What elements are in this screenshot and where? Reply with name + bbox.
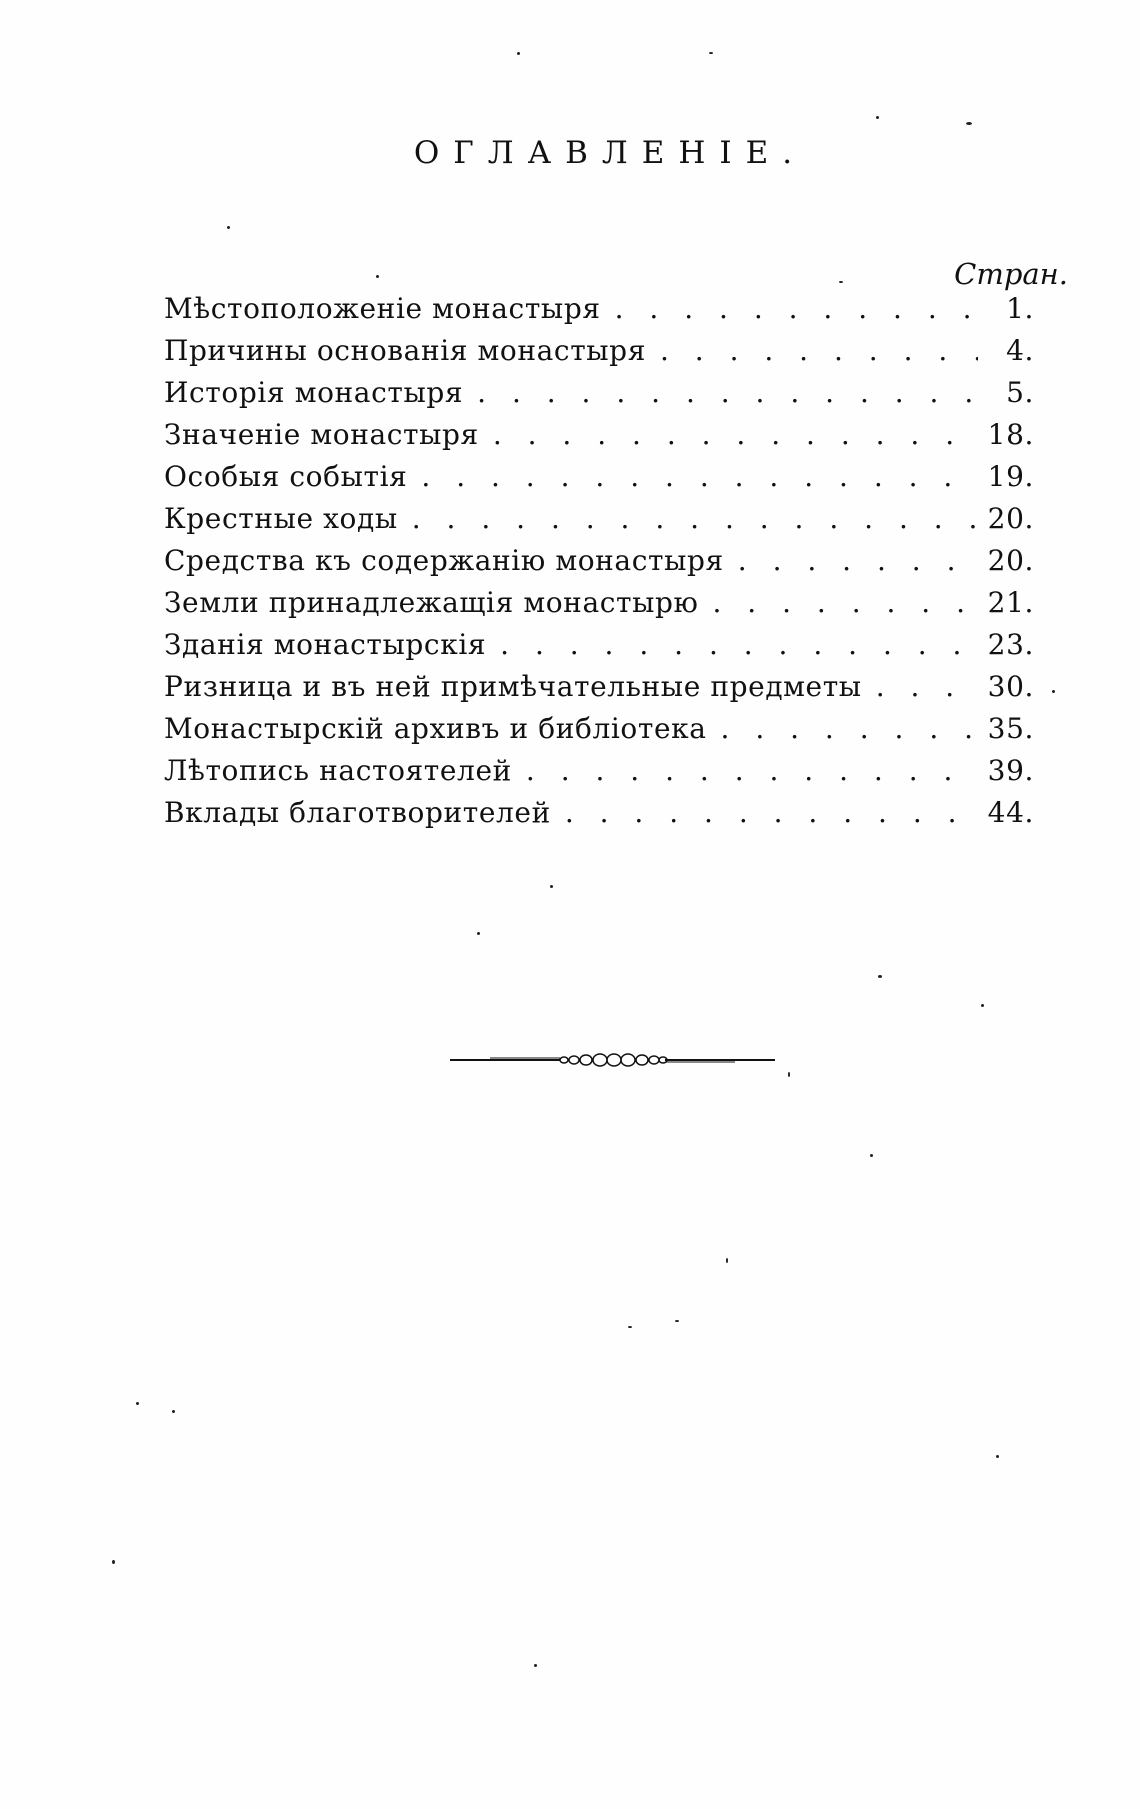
scan-speck [876,116,879,119]
dot-leader [699,586,979,619]
decorative-rule-ornament [450,1048,775,1072]
dot-leader [407,460,978,493]
scan-speck [112,1560,115,1564]
toc-entry [164,628,1034,670]
toc-entry-page: 18. [987,418,1034,451]
toc-entry-page: 5. [1006,376,1034,409]
toc-entry-page: 35. [987,712,1034,745]
scan-speck [675,1320,679,1322]
toc-entry-page: 39. [987,754,1034,787]
dot-leader [551,796,978,829]
toc-entry-page: 21. [987,586,1034,619]
dot-leader [512,754,978,787]
toc-entry-label: Мѣстоположеніе монастыря [164,292,601,325]
scan-speck [517,52,520,55]
toc-entry-page: 19. [987,460,1034,493]
toc-entry-page: 1. [1006,292,1034,325]
toc-entry-page: 20. [987,544,1034,577]
dot-leader [646,334,978,367]
toc-entry-label: Ризница и въ ней примѣчательные предметы [164,670,862,703]
scan-speck [870,1154,873,1157]
dot-leader [724,544,978,577]
scan-speck [966,122,972,125]
toc-entry [164,754,1034,796]
scan-speck [628,1326,632,1328]
scan-speck [726,1258,728,1263]
toc-entry [164,670,1034,712]
toc-entry [164,460,1034,502]
toc-entry-page: 23. [987,628,1034,661]
scan-speck [996,1455,999,1458]
scan-speck [709,52,713,54]
toc-entry-label: Исторія монастыря [164,376,464,409]
toc-entry-label: Крестные ходы [164,502,398,535]
dot-leader [486,628,978,661]
scan-speck [981,1004,984,1007]
toc-entry-page: 4. [1006,334,1034,367]
scan-speck [550,885,553,888]
table-of-contents [164,292,1034,838]
toc-entry-label: Особыя событія [164,460,408,493]
toc-entry-label: Средства къ содержанію монастыря [164,544,724,577]
toc-entry-label: Значеніе монастыря [164,418,479,451]
toc-entry [164,796,1034,838]
toc-entry [164,334,1034,376]
scan-speck [534,1664,537,1667]
dot-leader [479,418,978,451]
dot-leader [601,292,978,325]
toc-entry-page: 44. [987,796,1034,829]
scan-speck [227,226,230,229]
toc-entry-label: Лѣтопись настоятелей [164,754,512,787]
toc-entry-label: Монастырскій архивъ и библіотека [164,712,707,745]
toc-entry-label: Земли принадлежащія монастырю [164,586,699,619]
scan-speck [477,932,480,935]
scan-speck [1052,690,1055,693]
toc-entry [164,376,1034,418]
scan-speck [376,275,379,278]
toc-entry-label: Вклады благотворителей [164,796,551,829]
toc-entry [164,418,1034,460]
toc-entry-page: 30. [987,670,1034,703]
scan-speck [839,281,843,283]
page-title: ОГЛАВЛЕНІЕ. [413,135,807,171]
page-column-label: Стран. [954,257,1068,291]
toc-entry [164,712,1034,754]
toc-entry-label: Причины основанія монастыря [164,334,646,367]
scan-speck [136,1402,139,1405]
scan-speck [788,1072,790,1077]
toc-entry [164,544,1034,586]
dot-leader [398,502,978,535]
dot-leader [862,670,978,703]
toc-entry [164,586,1034,628]
toc-entry-page: 20. [987,502,1034,535]
toc-entry-label: Зданія монастырскія [164,628,487,661]
scan-speck [878,975,882,978]
scan-speck [172,1410,175,1413]
toc-entry [164,502,1034,544]
dot-leader [463,376,978,409]
dot-leader [707,712,978,745]
toc-entry [164,292,1034,334]
